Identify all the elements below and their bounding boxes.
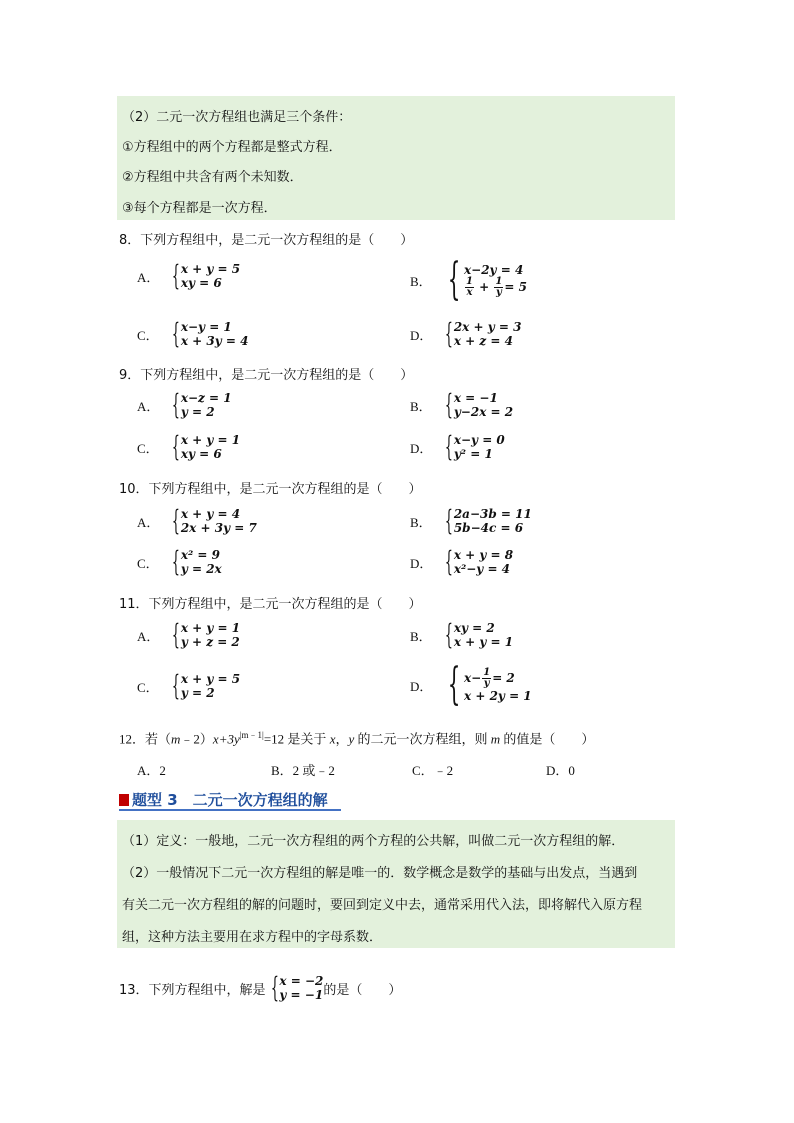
q10-option-d[interactable]: [410, 545, 514, 578]
equation-system: { x− $\frac{1}{y}$ = 2 x + 2y = 1: [447, 659, 532, 710]
option-label: D．: [410, 678, 433, 694]
concept-box-1: [117, 96, 675, 220]
heading-underline: [119, 809, 341, 811]
question-13-stem: 13．下列方程组中，解是 { x = −2 y = −1 的是（ ）: [119, 971, 402, 1004]
equation-system: { x−y = 1 x + 3y = 4: [171, 317, 249, 350]
option-label: A．: [137, 514, 160, 530]
option-label: A．: [137, 269, 160, 285]
box2-line-1: （1）定义：一般地，二元一次方程组的两个方程的公共解，叫做二元一次方程组的解．: [122, 834, 625, 849]
q9-option-b[interactable]: [410, 388, 514, 421]
option-label: D．: [410, 440, 433, 456]
option-label: C．: [137, 440, 159, 456]
option-label: B．: [410, 628, 432, 644]
section-heading: [119, 789, 328, 810]
option-label: C．: [137, 555, 159, 571]
option-label: C．: [137, 679, 159, 695]
q8-option-b[interactable]: [410, 254, 527, 305]
equation-system: { x−2y = 4 $\frac{1}{x}$ + $\frac{1}{y}$ = 5: [447, 254, 527, 305]
q11-option-b[interactable]: [410, 618, 514, 651]
q12-option-b[interactable]: B．2 或﹣2: [271, 763, 335, 778]
equation-system: { x + y = 4 2x + 3y = 7: [171, 504, 257, 537]
equation-system: { x + y = 8 x²−y = 4: [444, 545, 514, 578]
equation-system: { x + y = 1 y + z = 2: [171, 618, 241, 651]
equation-system: { x + y = 1 xy = 6: [171, 430, 241, 463]
q12-option-c[interactable]: C．﹣2: [412, 763, 454, 778]
box2-line-2: （2）一般情况下二元一次方程组的解是唯一的．数学概念是数学的基础与出发点，当遇到: [122, 866, 638, 881]
box1-line-4: ③每个方程都是一次方程．: [122, 201, 277, 216]
box2-line-3: 有关二元一次方程组的解的问题时，要回到定义中去，通常采用代入法，即将解代入原方程: [122, 898, 643, 913]
q8-option-c[interactable]: [137, 317, 249, 350]
equation-system: { x = −2 y = −1: [270, 971, 324, 1004]
heading-marker-icon: [119, 794, 129, 806]
equation-system: { x−z = 1 y = 2: [171, 388, 232, 421]
equation-system: { x² = 9 y = 2x: [171, 545, 222, 578]
question-11-stem: 11．下列方程组中，是二元一次方程组的是（ ）: [119, 597, 422, 612]
option-label: D．: [410, 555, 433, 571]
q12-option-a[interactable]: A．2: [137, 763, 166, 778]
equation-system: { 2a−3b = 11 5b−4c = 6: [444, 504, 532, 537]
concept-box-2: [117, 820, 675, 948]
q9-option-c[interactable]: [137, 430, 241, 463]
q10-option-a[interactable]: [137, 504, 257, 537]
question-10-stem: 10．下列方程组中，是二元一次方程组的是（ ）: [119, 482, 422, 497]
q10-option-c[interactable]: [137, 545, 222, 578]
q8-option-a[interactable]: [137, 259, 241, 292]
equation-system: { 2x + y = 3 x + z = 4: [444, 317, 522, 350]
option-label: B．: [410, 398, 432, 414]
option-label: B．: [410, 273, 432, 289]
q9-option-d[interactable]: [410, 430, 505, 463]
question-12-stem: 12．若$(m﹣2)x+3y^{|m﹣1|}=12$ 是关于 x，y 的二元一次方程组，则 m 的值是（ ）: [119, 730, 595, 747]
equation-system: { x + y = 5 xy = 6: [171, 259, 241, 292]
equation-system: { x−y = 0 y² = 1: [444, 430, 505, 463]
q8-option-d[interactable]: [410, 317, 522, 350]
q10-option-b[interactable]: [410, 504, 532, 537]
box1-line-2: ①方程组中的两个方程都是整式方程．: [122, 140, 342, 155]
q11-option-a[interactable]: [137, 618, 241, 651]
box1-line-1: （2）二元一次方程组也满足三个条件：: [122, 110, 352, 125]
q12-option-d[interactable]: D．0: [546, 763, 575, 778]
section-title: 题型 3 二元一次方程组的解: [132, 791, 328, 809]
box1-line-3: ②方程组中共含有两个未知数．: [122, 170, 303, 185]
option-label: C．: [137, 327, 159, 343]
question-8-stem: 8．下列方程组中，是二元一次方程组的是（ ）: [119, 233, 414, 248]
q9-option-a[interactable]: [137, 388, 232, 421]
equation-system: { xy = 2 x + y = 1: [444, 618, 514, 651]
box2-line-4: 组，这种方法主要用在求方程中的字母系数．: [122, 930, 383, 945]
option-label: D．: [410, 327, 433, 343]
q11-option-c[interactable]: [137, 669, 241, 702]
q11-option-d[interactable]: [410, 659, 532, 710]
equation-system: { x + y = 5 y = 2: [171, 669, 241, 702]
question-9-stem: 9．下列方程组中，是二元一次方程组的是（ ）: [119, 368, 414, 383]
equation-system: { x = −1 y−2x = 2: [444, 388, 514, 421]
option-label: A．: [137, 628, 160, 644]
option-label: A．: [137, 398, 160, 414]
option-label: B．: [410, 514, 432, 530]
